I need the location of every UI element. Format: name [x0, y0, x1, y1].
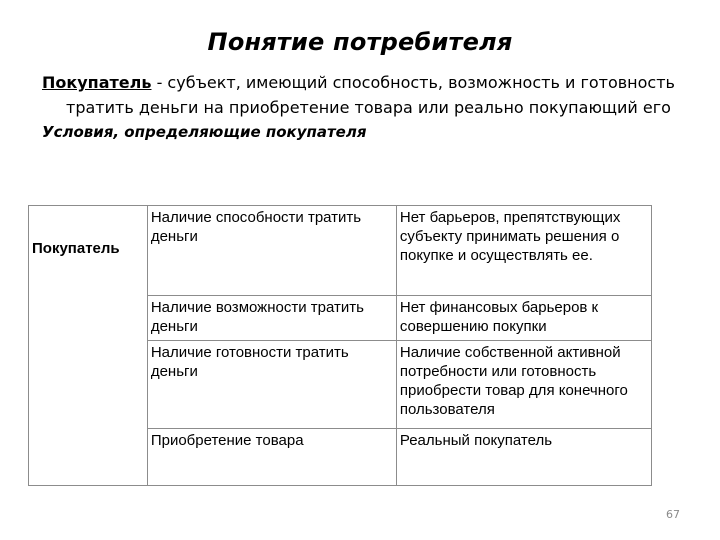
conditions-table — [28, 205, 652, 486]
row-header-cell: Покупатель — [29, 206, 148, 486]
result-cell: Наличие собственной активной потребности или готовность приобрести товар для конечного пользователя — [396, 341, 651, 429]
condition-cell: Наличие возможности тратить деньги — [147, 296, 396, 341]
slide-title: Понятие потребителя — [207, 28, 513, 56]
definition-text-line1: - субъект, имеющий способность, возможность и готовность — [151, 73, 675, 92]
definition-term: Покупатель — [42, 73, 152, 92]
result-cell: Реальный покупатель — [396, 429, 651, 486]
page-number: 67 — [666, 508, 680, 521]
table-row — [29, 206, 652, 296]
conditions-subheading: Условия, определяющие покупателя — [42, 123, 367, 141]
result-cell: Нет финансовых барьеров к совершению покупки — [396, 296, 651, 341]
definition-paragraph — [42, 70, 682, 120]
condition-cell: Наличие готовности тратить деньги — [147, 341, 396, 429]
condition-cell: Приобретение товара — [147, 429, 396, 486]
condition-cell: Наличие способности тратить деньги — [147, 206, 396, 296]
result-cell: Нет барьеров, препятствующих субъекту принимать решения о покупке и осуществлять ее. — [396, 206, 651, 296]
definition-text-line2: тратить деньги на приобретение товара или реально покупающий его — [66, 98, 671, 117]
